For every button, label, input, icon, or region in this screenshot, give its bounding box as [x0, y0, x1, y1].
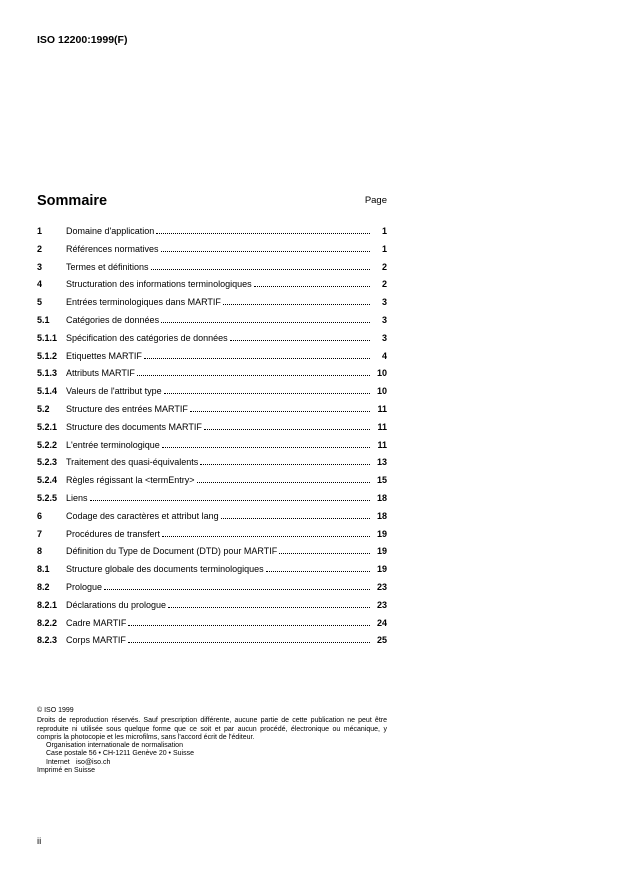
table-of-contents [37, 226, 387, 653]
toc-entry-page: 19 [376, 546, 387, 557]
toc-leader-dots [164, 393, 370, 394]
toc-entry-title: Traitement des quasi-équivalents [66, 457, 199, 468]
toc-entry[interactable] [37, 546, 387, 564]
toc-leader-dots [161, 251, 370, 252]
toc-entry-page: 2 [381, 261, 387, 272]
toc-entry-number: 8.2.3 [37, 635, 58, 646]
toc-entry-page: 4 [381, 350, 387, 361]
toc-entry[interactable] [37, 279, 387, 297]
toc-leader-dots [128, 642, 370, 643]
toc-entry[interactable] [37, 297, 387, 315]
toc-leader-dots [204, 429, 370, 430]
toc-entry-page: 1 [381, 243, 387, 254]
toc-entry-title: Prologue [66, 581, 103, 592]
toc-entry-page: 18 [376, 492, 387, 503]
toc-entry[interactable] [37, 262, 387, 280]
toc-entry-title: Spécification des catégories de données [66, 332, 228, 343]
page-number: ii [37, 836, 42, 847]
toc-entry[interactable] [37, 226, 387, 244]
toc-entry-title: L'entrée terminologique [66, 439, 160, 450]
toc-leader-dots [221, 518, 370, 519]
toc-entry-page: 23 [376, 599, 387, 610]
toc-entry-title: Définition du Type de Document (DTD) pour MARTIF [66, 546, 278, 557]
toc-entry-title: Codage des caractères et attribut lang [66, 510, 219, 521]
toc-entry-page: 23 [376, 581, 387, 592]
toc-leader-dots [266, 571, 370, 572]
toc-entry-number: 8.2 [37, 581, 50, 592]
toc-entry-page: 1 [381, 226, 387, 236]
toc-entry[interactable] [37, 564, 387, 582]
toc-leader-dots [90, 500, 370, 501]
toc-entry-title: Structure des documents MARTIF [66, 421, 202, 432]
toc-leader-dots [254, 286, 370, 287]
toc-entry-title: Termes et définitions [66, 261, 149, 272]
toc-leader-dots [223, 304, 370, 305]
toc-entry-page: 3 [381, 314, 387, 325]
toc-entry[interactable] [37, 475, 387, 493]
toc-entry-title: Structure des entrées MARTIF [66, 403, 188, 414]
toc-page-label: Page [364, 195, 387, 206]
toc-entry-page: 19 [376, 564, 387, 575]
toc-leader-dots [137, 375, 370, 376]
toc-leader-dots [279, 553, 370, 554]
toc-entry-page: 2 [381, 279, 387, 290]
toc-entry-page: 11 [377, 439, 387, 450]
toc-entry-number: 5.2.1 [37, 421, 58, 432]
toc-entry-number: 8.2.2 [37, 617, 58, 628]
toc-entry[interactable] [37, 457, 387, 475]
toc-entry[interactable] [37, 244, 387, 262]
toc-entry-title: Attributs MARTIF [66, 368, 135, 379]
toc-entry-number: 5.1.2 [37, 350, 58, 361]
postal-address: Case postale 56 • CH-1211 Genève 20 • Suisse [46, 750, 194, 758]
toc-entry-number: 7 [37, 528, 43, 539]
document-header: ISO 12200:1999(F) [37, 34, 128, 46]
toc-entry-title: Cadre MARTIF [66, 617, 127, 628]
toc-heading [37, 192, 387, 210]
toc-entry-number: 5.2.2 [37, 439, 58, 450]
toc-entry-number: 5.2.5 [37, 492, 58, 503]
toc-entry-title: Etiquettes MARTIF [66, 350, 142, 361]
toc-entry-title: Domaine d'application [66, 226, 155, 236]
toc-entry-title: Valeurs de l'attribut type [66, 386, 162, 397]
toc-leader-dots [104, 589, 370, 590]
toc-leader-dots [168, 607, 370, 608]
toc-entry[interactable] [37, 493, 387, 511]
toc-entry-title: Références normatives [66, 243, 159, 254]
toc-entry-number: 4 [37, 279, 43, 290]
internet-label: Internet [46, 758, 70, 766]
toc-entry-page: 18 [376, 510, 387, 521]
organisation-name: Organisation internationale de normalisation [46, 742, 183, 750]
toc-entry-number: 5 [37, 297, 43, 308]
toc-entry-number: 5.1 [37, 314, 50, 325]
toc-entry-number: 2 [37, 243, 43, 254]
toc-entry-number: 8.2.1 [37, 599, 58, 610]
rights-statement: Droits de reproduction réservés. Sauf prescription différente, aucune partie de cette publication ne peut être reproduite ni utilisée sous quelque forme que ce soit et par aucun procédé, électronique ou mécanique, y compris la photocopie et les microfilms, sans l'accord écrit de l'éditeur. [37, 717, 387, 741]
toc-entry[interactable] [37, 422, 387, 440]
copyright-notice [37, 707, 387, 775]
toc-leader-dots [200, 464, 370, 465]
toc-entry-page: 10 [376, 386, 387, 397]
toc-entry-number: 5.2 [37, 403, 50, 414]
toc-entry[interactable] [37, 368, 387, 386]
toc-entry-page: 10 [376, 368, 387, 379]
internet-contact [37, 759, 387, 767]
toc-entry-page: 13 [376, 457, 387, 468]
toc-leader-dots [197, 482, 370, 483]
toc-leader-dots [128, 625, 370, 626]
toc-entry-page: 25 [376, 635, 387, 646]
toc-entry-title: Règles régissant la <termEntry> [66, 475, 195, 486]
toc-entry-page: 19 [376, 528, 387, 539]
toc-entry[interactable] [37, 618, 387, 636]
toc-entry-number: 8.1 [37, 564, 50, 575]
toc-entry-title: Procédures de transfert [66, 528, 161, 539]
toc-entry-number: 8 [37, 546, 43, 557]
toc-entry-number: 5.2.3 [37, 457, 58, 468]
toc-leader-dots [144, 358, 370, 359]
toc-entry[interactable] [37, 635, 387, 653]
toc-leader-dots [190, 411, 370, 412]
toc-entry[interactable] [37, 315, 387, 333]
printed-in: Imprimé en Suisse [37, 767, 95, 775]
toc-entry-page: 15 [376, 475, 387, 486]
toc-entry-number: 6 [37, 510, 43, 521]
toc-entry[interactable] [37, 529, 387, 547]
toc-leader-dots [230, 340, 370, 341]
toc-entry-title: Structure globale des documents terminologiques [66, 564, 264, 575]
toc-entry[interactable] [37, 386, 387, 404]
toc-entry-title: Structuration des informations terminologiques [66, 279, 252, 290]
toc-entry-title: Liens [66, 492, 88, 503]
toc-entry-page: 11 [377, 421, 387, 432]
toc-title: Sommaire [37, 193, 108, 209]
toc-entry[interactable] [37, 600, 387, 618]
toc-entry-number: 1 [37, 226, 43, 236]
copyright-line: © ISO 1999 [37, 707, 74, 714]
toc-entry-title: Déclarations du prologue [66, 599, 167, 610]
toc-entry-page: 24 [376, 617, 387, 628]
toc-leader-dots [161, 322, 370, 323]
toc-entry-page: 3 [381, 332, 387, 343]
toc-entry-title: Entrées terminologiques dans MARTIF [66, 297, 221, 308]
toc-entry-title: Corps MARTIF [66, 635, 126, 646]
toc-leader-dots [162, 447, 370, 448]
toc-entry[interactable] [37, 440, 387, 458]
toc-entry-number: 3 [37, 261, 43, 272]
toc-entry[interactable] [37, 333, 387, 351]
internet-email[interactable]: iso@iso.ch [76, 758, 111, 766]
toc-leader-dots [162, 536, 370, 537]
toc-entry-page: 11 [377, 403, 387, 414]
toc-entry[interactable] [37, 582, 387, 600]
toc-entry-number: 5.1.3 [37, 368, 58, 379]
toc-entry-title: Catégories de données [66, 314, 160, 325]
toc-entry-page: 3 [381, 297, 387, 308]
toc-entry-number: 5.1.4 [37, 386, 58, 397]
toc-entry[interactable] [37, 404, 387, 422]
toc-entry[interactable] [37, 351, 387, 369]
toc-leader-dots [151, 269, 370, 270]
toc-leader-dots [156, 233, 370, 234]
toc-entry-number: 5.1.1 [37, 332, 58, 343]
toc-entry[interactable] [37, 511, 387, 529]
toc-entry-number: 5.2.4 [37, 475, 58, 486]
